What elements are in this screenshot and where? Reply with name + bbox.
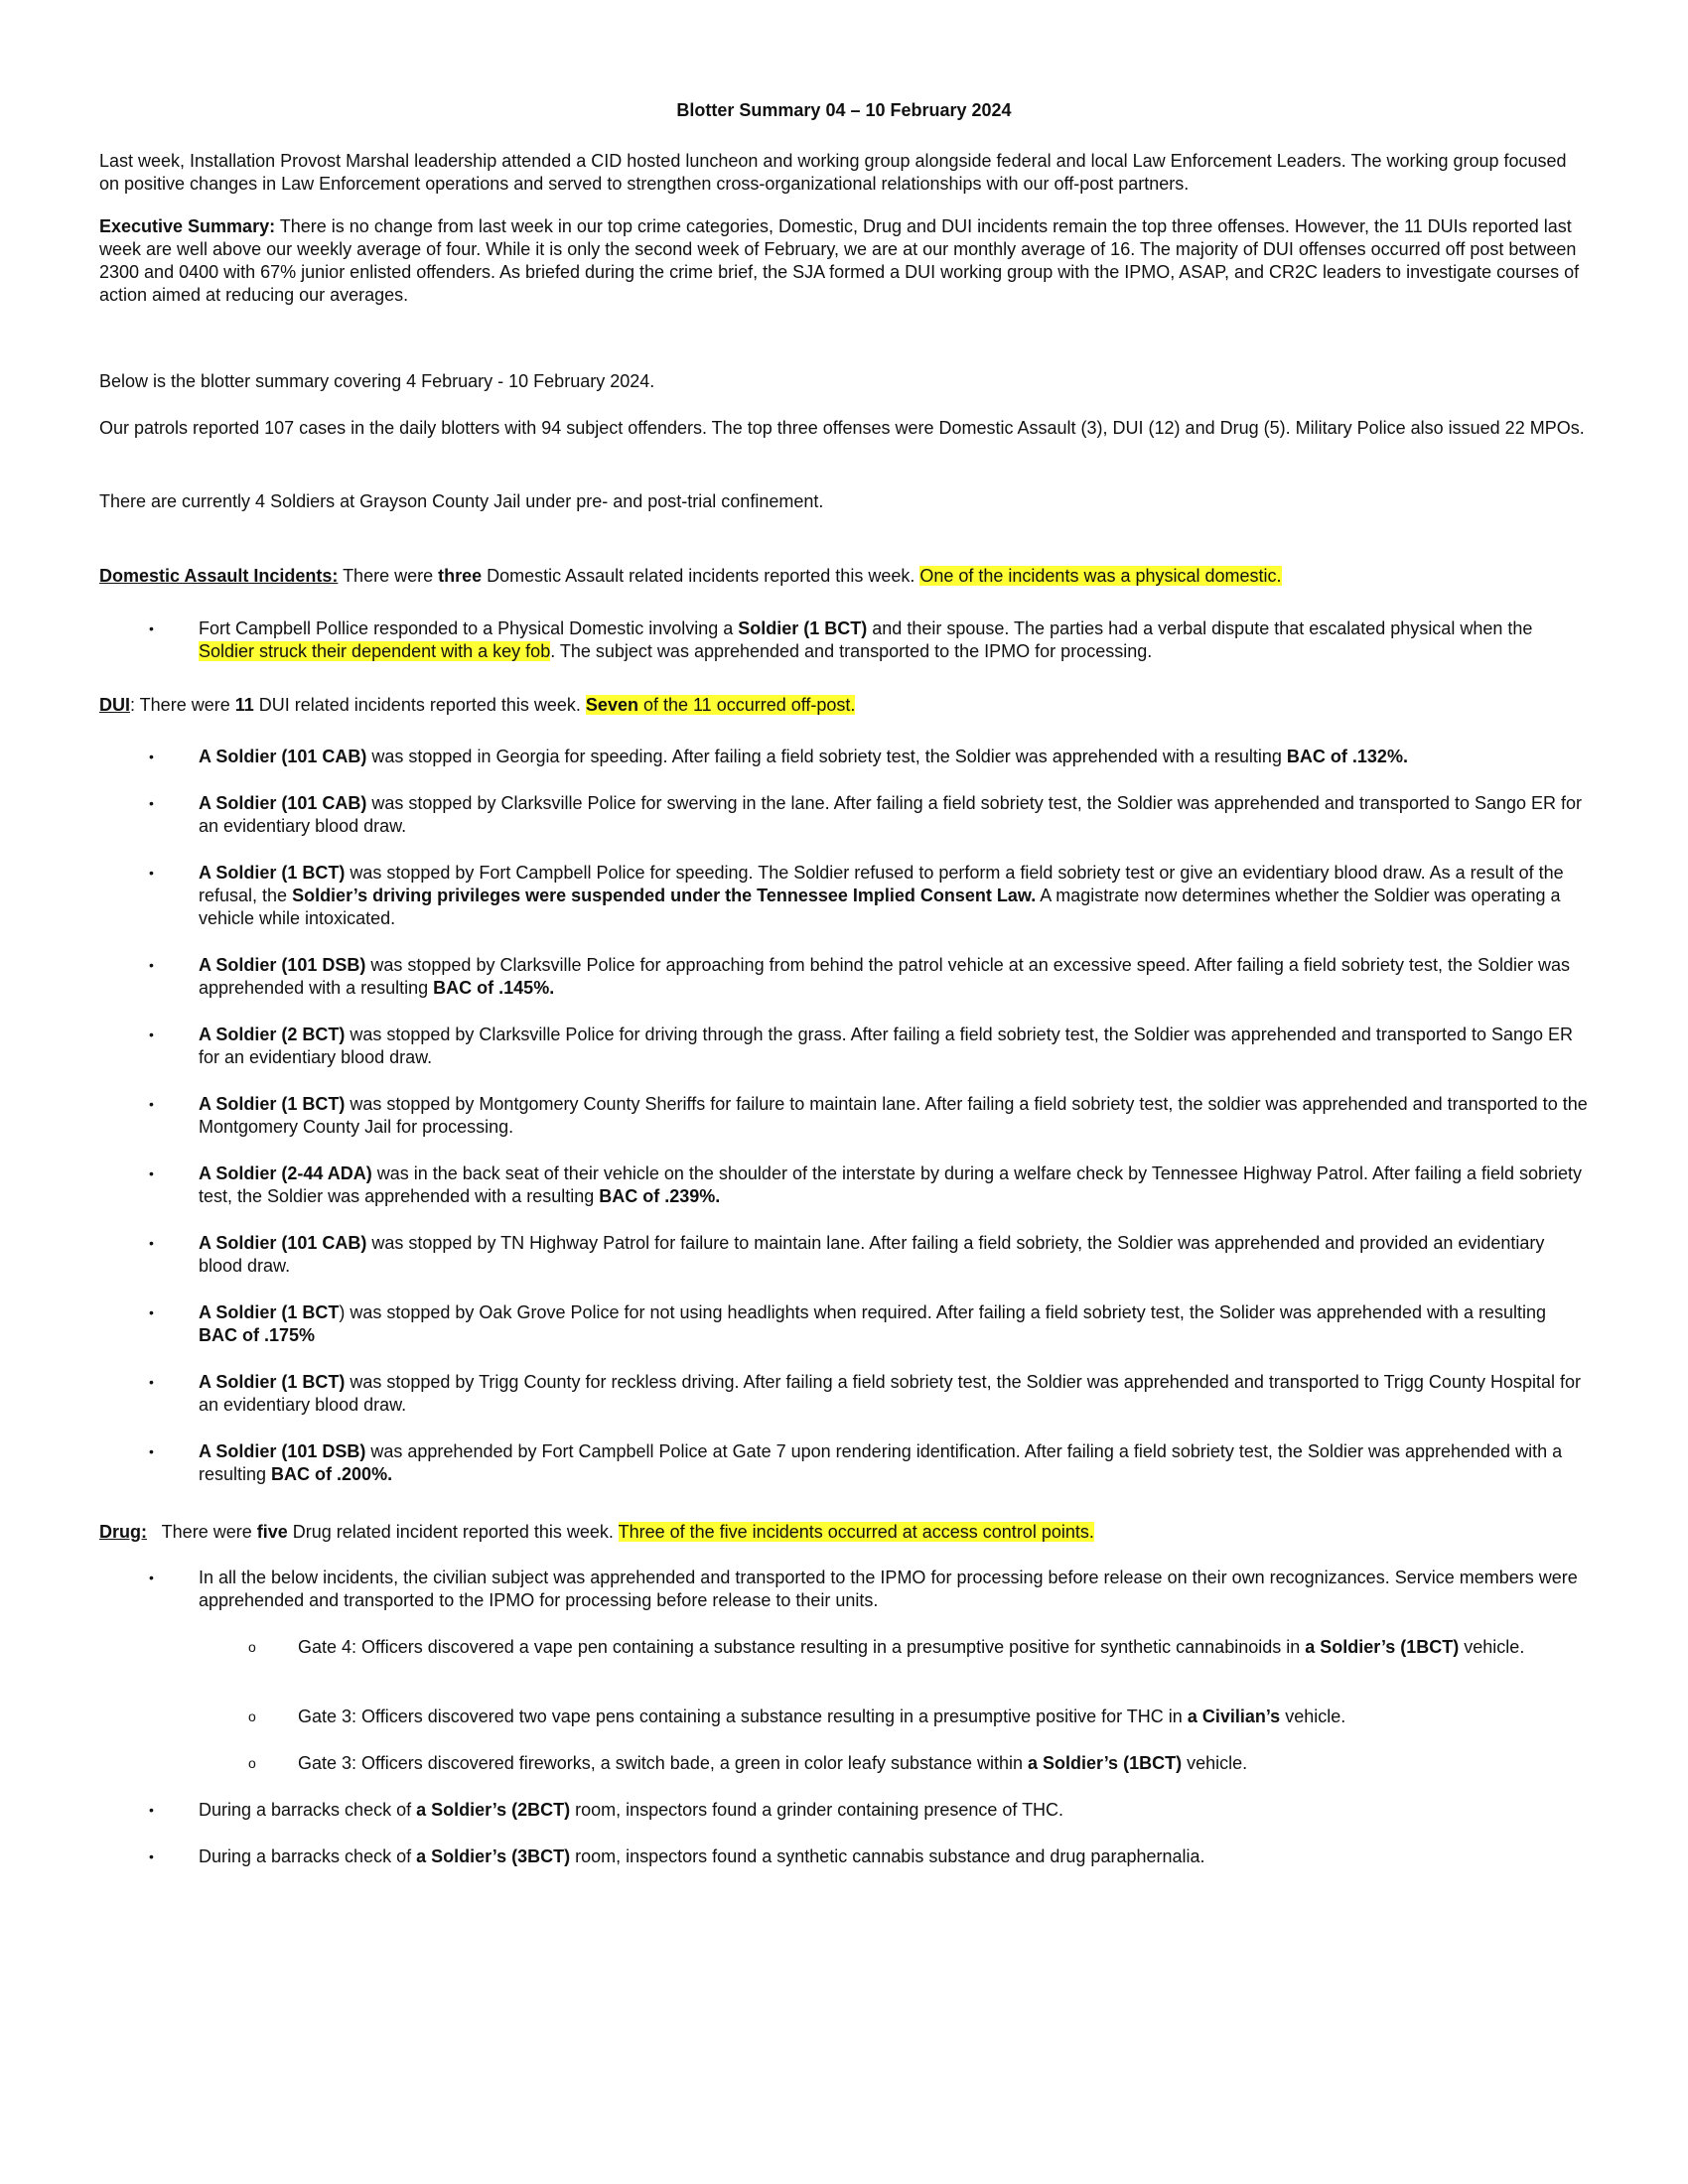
drug-count: five xyxy=(256,1522,288,1542)
dui-item-text: was stopped by Fort Campbell Police for speeding. The Soldier refused to perform a field sobriety test or give an evidentiary blood draw. As a result of the refusal, the xyxy=(199,863,1564,905)
dui-item xyxy=(149,1093,1589,1139)
drug-barracks-text: During a barracks check of xyxy=(199,1800,417,1820)
dui-item-text: was stopped by Clarksville Police for driving through the grass. After failing a field sobriety test, the Soldier was apprehended and transported to Sango ER for an evidentiary blood draw. xyxy=(199,1024,1574,1067)
dui-item-subject: A Soldier (1 BCT xyxy=(199,1302,340,1322)
dui-item-text: was in the back seat of their vehicle on the shoulder of the interstate by during a welfare check by Tennessee Highway Patrol. After failing a field sobriety test, the Soldier was apprehended with a resulting xyxy=(199,1163,1583,1206)
bullet-icon: • xyxy=(149,1570,154,1585)
bullet-icon: • xyxy=(149,1235,154,1251)
dui-item-bold: BAC of .132%. xyxy=(1286,747,1408,766)
dui-item-subject: A Soldier (101 DSB) xyxy=(199,1441,366,1461)
dui-item-subject: A Soldier (101 CAB) xyxy=(199,793,367,813)
dui-item xyxy=(149,1301,1589,1347)
domestic-bullet-highlight: Soldier struck their dependent with a key fob xyxy=(199,641,551,661)
dui-item xyxy=(149,1232,1589,1278)
dui-count: 11 xyxy=(234,695,254,715)
drug-main-text: In all the below incidents, the civilian subject was apprehended and transported to the IPMO for processing before release on their own recognizances. Service members were apprehended and transported to the IPMO for processing before release to their units. xyxy=(199,1568,1578,1610)
dui-text-1-colon: : There were xyxy=(130,695,235,715)
dui-item xyxy=(149,1024,1589,1069)
bullet-icon: • xyxy=(149,749,154,764)
circle-bullet-icon: o xyxy=(248,1755,256,1771)
dui-highlight xyxy=(586,695,856,715)
bullet-icon: • xyxy=(149,1026,154,1042)
dui-item-bold: BAC of .239%. xyxy=(599,1186,721,1206)
dui-heading xyxy=(99,694,1589,717)
dui-item xyxy=(149,862,1589,930)
dui-highlight-bold: Seven xyxy=(585,695,638,715)
domestic-bullet-subject: Soldier (1 BCT) xyxy=(738,618,868,638)
drug-barracks-tail: room, inspectors found a grinder containing presence of THC. xyxy=(570,1800,1064,1820)
drug-sub-text: Gate 3: Officers discovered two vape pens containing a substance resulting in a presumptive positive for THC in xyxy=(298,1706,1188,1726)
jail-paragraph: There are currently 4 Soldiers at Grayson County Jail under pre- and post-trial confinement. xyxy=(99,491,824,511)
dui-item-subject: A Soldier (2-44 ADA) xyxy=(199,1163,372,1183)
exec-text: There is no change from last week in our top crime categories, Domestic, Drug and DUI incidents remain the top three offenses. However, the 11 DUIs reported last week are well above our weekly average of four. While it is only the second week of February, we are at our monthly average of 16. The majority of DUI offenses occurred off post between 2300 and 0400 with 67% junior enlisted offenders. As briefed during the crime brief, the SJA formed a DUI working group with the IPMO, ASAP, and CR2C leaders to investigate courses of action aimed at reducing our averages. xyxy=(99,216,1580,305)
dui-item-text: was stopped in Georgia for speeding. After failing a field sobriety test, the Soldier was apprehended with a resulting xyxy=(366,747,1287,766)
drug-barracks-item xyxy=(149,1845,1589,1868)
domestic-bullet-text-d: . The subject was apprehended and transported to the IPMO for processing. xyxy=(550,641,1153,661)
bullet-icon: • xyxy=(149,620,154,636)
domestic-bullet-text-c: and their spouse. The parties had a verbal dispute that escalated physical when the xyxy=(867,618,1533,638)
dui-item-subject: A Soldier (1 BCT) xyxy=(199,863,346,883)
domestic-text-2: Domestic Assault related incidents reported this week. xyxy=(482,566,920,586)
drug-label: Drug: xyxy=(99,1522,147,1542)
drug-barracks-tail: room, inspectors found a synthetic cannabis substance and drug paraphernalia. xyxy=(570,1846,1205,1866)
domestic-text-1: There were xyxy=(338,566,439,586)
dui-item-subject: A Soldier (101 CAB) xyxy=(199,747,367,766)
domestic-highlight: One of the incidents was a physical domestic. xyxy=(919,566,1282,586)
drug-sub-text: Gate 4: Officers discovered a vape pen containing a substance resulting in a presumptive positive for synthetic cannabinoids in xyxy=(298,1637,1306,1657)
dui-item-text: was stopped by Trigg County for reckless driving. After failing a field sobriety test, the Soldier was apprehended and transported to Trigg County Hospital for an evidentiary blood draw. xyxy=(199,1372,1582,1415)
patrols-paragraph: Our patrols reported 107 cases in the daily blotters with 94 subject offenders. The top three offenses were Domestic Assault (3), DUI (12) and Drug (5). Military Police also issued 22 MPOs. xyxy=(99,418,1585,438)
drug-sub-item xyxy=(248,1706,1579,1728)
dui-item-text: was apprehended by Fort Campbell Police at Gate 7 upon rendering identification. After failing a field sobriety test, the Soldier was apprehended with a resulting xyxy=(199,1441,1563,1484)
domestic-bullet-text-a: Fort Campbell Pollice responded to a Physical Domestic involving a xyxy=(199,618,739,638)
bullet-icon: • xyxy=(149,1096,154,1112)
dui-item-text: ) was stopped by Oak Grove Police for not using headlights when required. After failing a field sobriety test, the Solider was apprehended with a resulting xyxy=(339,1302,1547,1322)
dui-item-subject: A Soldier (1 BCT) xyxy=(199,1094,346,1114)
bullet-icon: • xyxy=(149,957,154,973)
dui-item-text: was stopped by TN Highway Patrol for failure to maintain lane. After failing a field sobriety, the Soldier was apprehended and provided an evidentiary blood draw. xyxy=(199,1233,1545,1276)
bullet-icon: • xyxy=(149,865,154,881)
executive-summary xyxy=(99,215,1589,307)
domestic-bullet xyxy=(149,617,1589,663)
exec-label: Executive Summary: xyxy=(99,216,276,236)
dui-label: DUI xyxy=(99,695,130,715)
drug-sub-item xyxy=(248,1636,1579,1659)
dui-item xyxy=(149,792,1589,838)
domestic-count: three xyxy=(438,566,483,586)
drug-main-bullet xyxy=(149,1567,1589,1612)
summary-line: Below is the blotter summary covering 4 February - 10 February 2024. xyxy=(99,371,655,391)
dui-item-subject: A Soldier (101 DSB) xyxy=(199,955,366,975)
bullet-icon: • xyxy=(149,1848,154,1864)
dui-item-bold: BAC of .145%. xyxy=(433,978,555,998)
dui-item-tail: A magistrate now determines whether the Soldier was operating a vehicle while intoxicated. xyxy=(199,886,1561,928)
domestic-label: Domestic Assault Incidents: xyxy=(99,566,339,586)
dui-item xyxy=(149,1371,1589,1417)
drug-sub-tail: vehicle. xyxy=(1182,1753,1248,1773)
domestic-heading xyxy=(99,565,1589,588)
bullet-icon: • xyxy=(149,1374,154,1390)
page-title: Blotter Summary 04 – 10 February 2024 xyxy=(676,100,1012,120)
dui-text-2: DUI related incidents reported this week. xyxy=(253,695,586,715)
drug-sub-item xyxy=(248,1752,1579,1775)
drug-text-2: Drug related incident reported this week. xyxy=(287,1522,619,1542)
drug-barracks-subject: a Soldier’s (2BCT) xyxy=(416,1800,571,1820)
intro-paragraph: Last week, Installation Provost Marshal leadership attended a CID hosted luncheon and working group alongside federal and local Law Enforcement Leaders. The working group focused on positive changes in Law Enforcement operations and served to strengthen cross-organizational relationships with our off-post partners. xyxy=(99,151,1567,194)
dui-item-text: was stopped by Clarksville Police for swerving in the lane. After failing a field sobriety test, the Soldier was apprehended and transported to Sango ER for an evidentiary blood draw. xyxy=(199,793,1583,836)
bullet-icon: • xyxy=(149,1443,154,1459)
dui-item-bold: BAC of .200%. xyxy=(271,1464,393,1484)
dui-item xyxy=(149,1162,1589,1208)
dui-item-bold: Soldier’s driving privileges were suspended under the Tennessee Implied Consent Law. xyxy=(292,886,1037,905)
drug-sub-text: Gate 3: Officers discovered fireworks, a switch bade, a green in color leafy substance within xyxy=(298,1753,1029,1773)
drug-barracks-item xyxy=(149,1799,1589,1822)
drug-sub-subject: a Soldier’s (1BCT) xyxy=(1305,1637,1460,1657)
drug-barracks-subject: a Soldier’s (3BCT) xyxy=(416,1846,571,1866)
dui-item-bold: BAC of .175% xyxy=(199,1325,316,1345)
dui-item-subject: A Soldier (2 BCT) xyxy=(199,1024,346,1044)
dui-item xyxy=(149,746,1589,768)
drug-sub-tail: vehicle. xyxy=(1459,1637,1525,1657)
dui-highlight-rest: of the 11 occurred off-post. xyxy=(637,695,856,715)
drug-highlight: Three of the five incidents occurred at access control points. xyxy=(618,1522,1094,1542)
dui-item-subject: A Soldier (101 CAB) xyxy=(199,1233,367,1253)
dui-item-text: was stopped by Montgomery County Sheriffs for failure to maintain lane. After failing a field sobriety test, the soldier was apprehended and transported to the Montgomery County Jail for processing. xyxy=(199,1094,1588,1137)
drug-barracks-text: During a barracks check of xyxy=(199,1846,417,1866)
bullet-icon: • xyxy=(149,1802,154,1818)
bullet-icon: • xyxy=(149,1165,154,1181)
circle-bullet-icon: o xyxy=(248,1639,256,1655)
bullet-icon: • xyxy=(149,795,154,811)
dui-item xyxy=(149,1440,1589,1486)
bullet-icon: • xyxy=(149,1304,154,1320)
drug-heading xyxy=(99,1521,1589,1544)
drug-sub-tail: vehicle. xyxy=(1280,1706,1346,1726)
dui-item xyxy=(149,954,1589,1000)
dui-item-text: was stopped by Clarksville Police for approaching from behind the patrol vehicle at an excessive speed. After failing a field sobriety test, the Soldier was apprehended with a resulting xyxy=(199,955,1571,998)
drug-sub-subject: a Civilian’s xyxy=(1187,1706,1281,1726)
circle-bullet-icon: o xyxy=(248,1708,256,1724)
drug-text-1: There were xyxy=(147,1522,257,1542)
dui-item-subject: A Soldier (1 BCT) xyxy=(199,1372,346,1392)
drug-sub-subject: a Soldier’s (1BCT) xyxy=(1028,1753,1183,1773)
